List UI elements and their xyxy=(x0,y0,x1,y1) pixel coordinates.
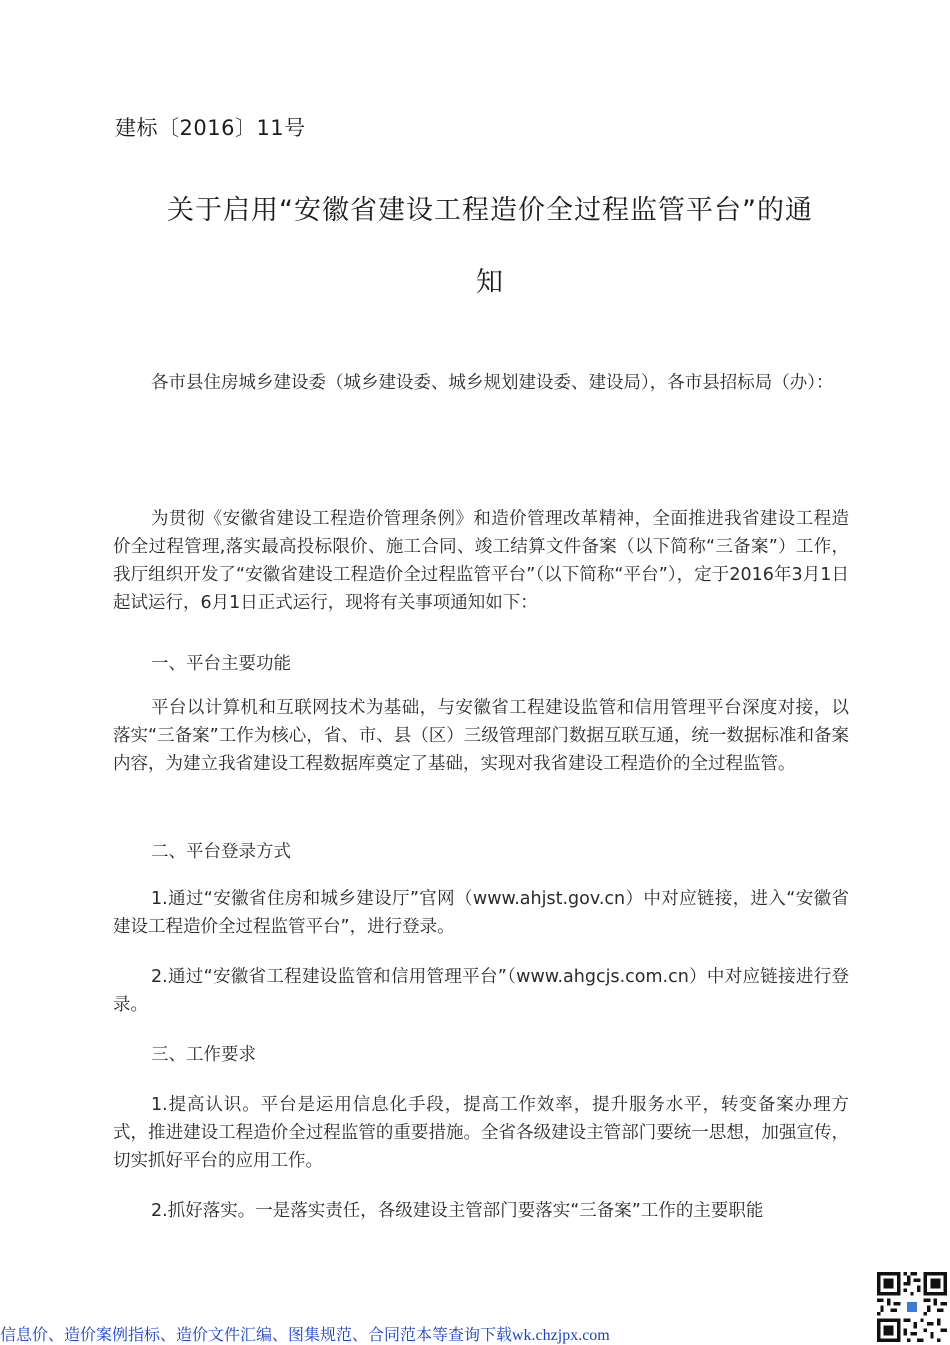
section-heading-functions: 一、平台主要功能 xyxy=(151,654,291,674)
doc-number: 建标〔2016〕11号 xyxy=(115,116,306,140)
section-heading-requirements: 三、工作要求 xyxy=(151,1045,256,1065)
qr-code-icon[interactable] xyxy=(877,1272,947,1342)
paragraph-intro: 为贯彻《安徽省建设工程造价管理条例》和造价管理改革精神，全面推进我省建设工程造价全过程管理,落实最高投标限价、施工合同、竣工结算文件备案（以下简称“三备案”）工作，我厅组织开发了“安徽省建设工程造价全过程监管平台”（以下简称“平台”），定于2016年3月1日起试运行，6月1日正式运行，现将有关事项通知如下： xyxy=(113,509,849,613)
paragraph-login-1: 1.通过“安徽省住房和城乡建设厅”官网（www.ahjst.gov.cn）中对应链接，进入“安徽省建设工程造价全过程监管平台”，进行登录。 xyxy=(113,889,849,937)
addressee: 各市县住房城乡建设委（城乡建设委、城乡规划建设委、建设局），各市县招标局（办）： xyxy=(151,373,834,393)
paragraph-requirement-1: 1.提高认识。平台是运用信息化手段，提高工作效率，提升服务水平，转变备案办理方式，推进建设工程造价全过程监管的重要措施。全省各级建设主管部门要统一思想，加强宣传，切实抓好平台的应用工作。 xyxy=(113,1095,849,1171)
section-heading-login: 二、平台登录方式 xyxy=(151,842,291,862)
paragraph-requirement-2: 2.抓好落实。一是落实责任，各级建设主管部门要落实“三备案”工作的主要职能 xyxy=(151,1201,764,1221)
page-title xyxy=(130,175,850,319)
paragraph-functions: 平台以计算机和互联网技术为基础，与安徽省工程建设监管和信用管理平台深度对接，以落实“三备案”工作为核心，省、市、县（区）三级管理部门数据互联互通，统一数据标准和备案内容，为建立我省建设工程数据库奠定了基础，实现对我省建设工程造价的全过程监管。 xyxy=(113,698,849,774)
title-line-2: 知 xyxy=(476,267,504,298)
paragraph-login-2: 2.通过“安徽省工程建设监管和信用管理平台”（www.ahgcjs.com.cn）中对应链接进行登录。 xyxy=(113,967,849,1015)
footer-link[interactable]: 信息价、造价案例指标、造价文件汇编、图集规范、合同范本等查询下载wk.chzjpx.com xyxy=(0,1327,610,1344)
title-line-1: 关于启用“安徽省建设工程造价全过程监管平台”的通 xyxy=(167,195,813,226)
